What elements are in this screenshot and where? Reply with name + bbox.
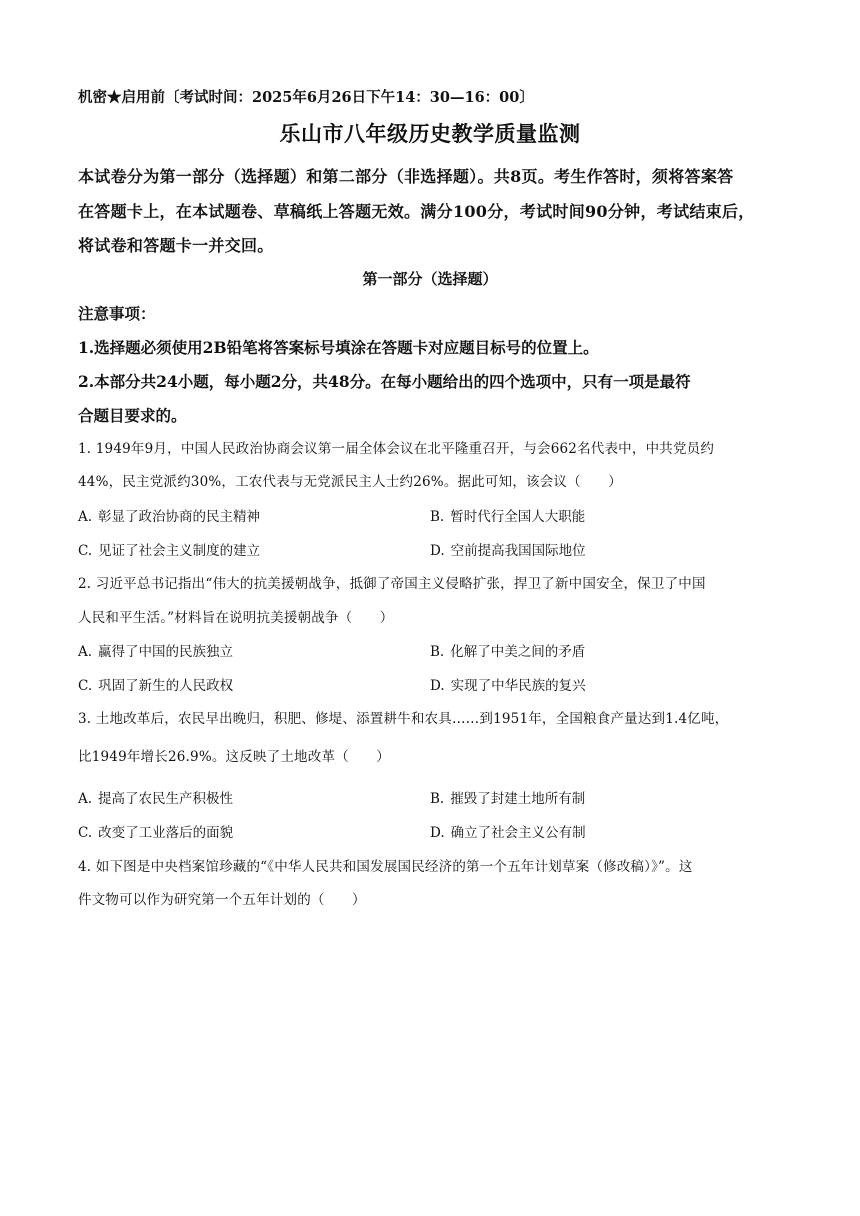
question-2-stem-line-1: 2. 习近平总书记指出“伟大的抗美援朝战争，抵御了帝国主义侵略扩张，捍卫了新中国安全，保卫了中国 (78, 576, 706, 592)
question-2-stem-line-2: 人民和平生活。”材料旨在说明抗美援朝战争（ ） (78, 610, 394, 626)
question-2-option-b[interactable]: B. 化解了中美之间的矛盾 (430, 644, 586, 660)
question-3-option-a[interactable]: A. 提高了农民生产积极性 (78, 791, 234, 807)
page-title: 乐山市八年级历史教学质量监测 (279, 121, 581, 146)
section-title: 第一部分（选择题） (362, 270, 498, 288)
question-1-option-c[interactable]: C. 见证了社会主义制度的建立 (78, 543, 261, 559)
question-3-option-d[interactable]: D. 确立了社会主义公有制 (430, 825, 586, 841)
question-1-option-b[interactable]: B. 暂时代行全国人大职能 (430, 509, 586, 525)
intro-line-2: 在答题卡上，在本试题卷、草稿纸上答题无效。满分100分，考试时间90分钟，考试结束后， (78, 202, 755, 221)
question-1-option-d[interactable]: D. 空前提高我国国际地位 (430, 543, 586, 559)
question-4-stem-line-2: 件文物可以作为研究第一个五年计划的（ ） (78, 892, 366, 908)
question-2-option-a[interactable]: A. 赢得了中国的民族独立 (78, 644, 234, 660)
intro-line-3: 将试卷和答题卡一并交回。 (78, 236, 274, 255)
note-item-2: 2.本部分共24小题，每小题2分，共48分。在每小题给出的四个选项中，只有一项是最符 (78, 372, 691, 391)
question-4-stem-line-1: 4. 如下图是中央档案馆珍藏的“《中华人民共和国发展国民经济的第一个五年计划草案（修改稿）》”。这 (78, 859, 693, 875)
question-2-option-d[interactable]: D. 实现了中华民族的复兴 (430, 678, 586, 694)
question-2-option-c[interactable]: C. 巩固了新生的人民政权 (78, 678, 234, 694)
question-3-option-b[interactable]: B. 摧毁了封建土地所有制 (430, 791, 586, 807)
question-1-option-a[interactable]: A. 彰显了政治协商的民主精神 (78, 509, 261, 525)
note-item-2-cont: 合题目要求的。 (78, 406, 187, 425)
confidential-header: 机密★启用前〔考试时间：2025年6月26日下午14：30—16：00〕 (78, 89, 534, 106)
question-1-stem-line-1: 1. 1949年9月，中国人民政治协商会议第一届全体会议在北平隆重召开，与会662名代表中，中共党员约 (78, 441, 715, 457)
question-3-option-c[interactable]: C. 改变了工业落后的面貌 (78, 825, 234, 841)
question-3-stem-line-2: 比1949年增长26.9%。这反映了土地改革（ ） (78, 749, 390, 765)
question-3-stem-line-1: 3. 土地改革后，农民早出晚归，积肥、修堤、添置耕牛和农具……到1951年，全国粮食产量达到1.4亿吨， (78, 711, 729, 727)
intro-line-1: 本试卷分为第一部分（选择题）和第二部分（非选择题）。共8页。考生作答时，须将答案答 (78, 167, 734, 186)
note-item-1: 1.选择题必须使用2B铅笔将答案标号填涂在答题卡对应题目标号的位置上。 (78, 338, 599, 357)
question-1-stem-line-2: 44%，民主党派约30%，工农代表与无党派民主人士约26%。据此可知，该会议（ ） (78, 474, 622, 490)
notes-heading: 注意事项： (78, 304, 156, 323)
